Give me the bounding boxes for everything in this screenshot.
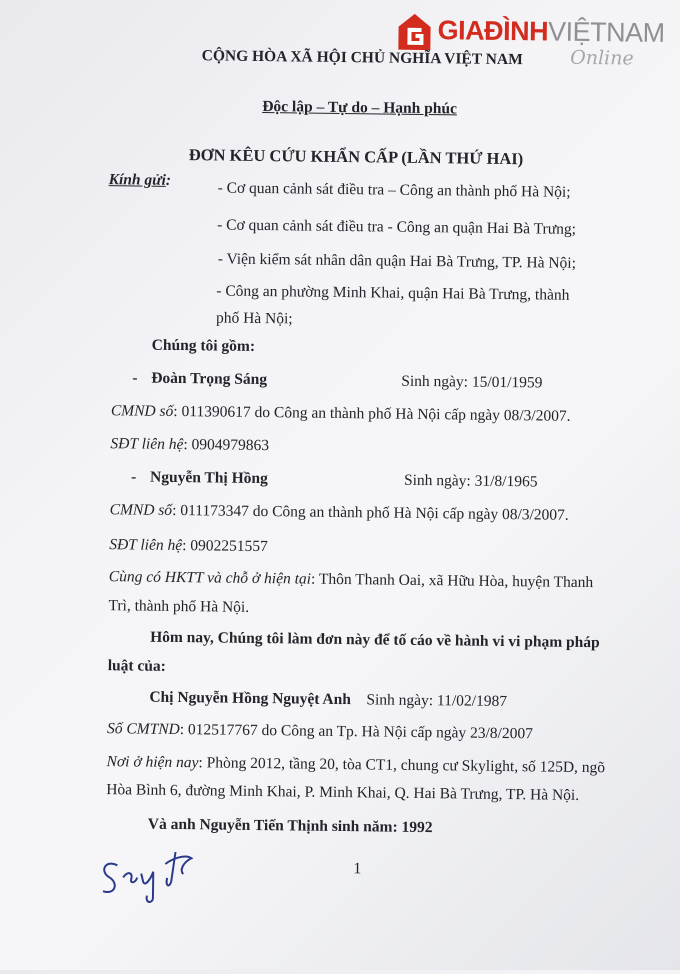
complaint-statement: Hôm nay, Chúng tôi làm đơn này để tố cáo về hành vi vi phạm pháp	[150, 628, 600, 652]
accused-address-cont: Hòa Bình 6, đường Minh Khai, P. Minh Khai, Q. Hai Bà Trưng, TP. Hà Nội.	[106, 781, 580, 804]
person-name: Đoàn Trọng Sáng	[151, 369, 268, 389]
person-dob: Sinh ngày: 31/8/1965	[403, 471, 538, 491]
accused-id-line	[107, 719, 533, 744]
person-phone-text: : 0904979863	[183, 436, 270, 455]
recipient-item: - Viện kiểm sát nhân dân quận Hai Bà Trưng, TP. Hà Nội;	[217, 250, 577, 272]
person-id-text: : 011390617 do Công an thành phố Hà Nội cấp ngày 08/3/2007.	[173, 402, 571, 425]
house-g-logo-icon	[397, 13, 431, 51]
document-title: ĐƠN KÊU CỨU KHẨN CẤP (LẦN THỨ HAI)	[188, 145, 524, 169]
residence-label: Cùng có HKTT và chỗ ở hiện tại	[108, 568, 312, 588]
second-accused: Và anh Nguyễn Tiến Thịnh sinh năm: 1992	[147, 815, 433, 837]
country-name: CỘNG HÒA XÃ HỘI CHỦ NGHĨA VIỆT NAM	[201, 47, 523, 69]
residence-text-cont: Trì, thành phố Hà Nội.	[108, 597, 250, 616]
page-number: 1	[353, 860, 362, 878]
residence-line	[109, 567, 594, 593]
recipient-item: phố Hà Nội;	[215, 309, 293, 328]
handwritten-signature	[95, 847, 206, 908]
recipients-label-line	[109, 170, 172, 191]
person-phone-label: SĐT liên hệ	[110, 435, 184, 454]
person-id-line	[111, 401, 571, 427]
accused-address-label: Nơi ở hiện nay	[106, 753, 199, 772]
person-name: Nguyễn Thị Hồng	[149, 468, 268, 488]
logo-brand-sub: Online	[570, 46, 634, 70]
person-id-text: : 011173347 do Công an thành phố Hà Nội cấp ngày 08/3/2007.	[172, 501, 569, 524]
person-id-label: CMND số	[109, 501, 173, 519]
person-dash: -	[132, 369, 138, 387]
person-id-line	[110, 500, 569, 526]
person-phone-text: : 0902251557	[182, 537, 268, 556]
accused-name: Chị Nguyễn Hồng Nguyệt Anh	[149, 688, 352, 709]
person-id-label: CMND số	[110, 402, 174, 420]
person-dob: Sinh ngày: 15/01/1959	[401, 372, 543, 392]
motto-text: Độc lập – Tự do – Hạnh phúc	[262, 98, 458, 118]
motto	[60, 95, 660, 122]
recipient-item: - Công an phường Minh Khai, quận Hai Bà Trưng, thành	[216, 282, 570, 304]
person-dash: -	[130, 468, 137, 486]
accused-address-line	[106, 752, 605, 778]
recipients-label: Kính gửi	[108, 171, 166, 189]
logo-wordmark	[437, 15, 664, 49]
recipient-item: - Cơ quan cảnh sát điều tra – Công an thành phố Hà Nội;	[217, 179, 571, 201]
logo-brand-main: GIAĐÌNH	[437, 15, 549, 47]
person-phone-line	[109, 535, 268, 557]
complaint-statement-cont: luật của:	[107, 657, 166, 675]
accused-id-text: : 012517767 do Công an Tp. Hà Nội cấp ngày 23/8/2007	[179, 721, 534, 743]
person-phone-line	[110, 434, 269, 456]
we-include-heading: Chúng tôi gồm:	[151, 336, 256, 355]
recipients-colon: :	[165, 171, 172, 189]
accused-id-label: Số CMTND	[106, 720, 180, 739]
residence-text: : Thôn Thanh Oai, xã Hữu Hòa, huyện Thanh	[310, 570, 594, 592]
accused-address-text: : Phòng 2012, tầng 20, tòa CT1, chung cư Skylight, số 125D, ngõ	[198, 754, 606, 777]
person-phone-label: SĐT liên hệ	[109, 536, 183, 555]
logo-brand-country: VIỆTNAM	[547, 16, 665, 48]
accused-dob: Sinh ngày: 11/02/1987	[366, 691, 508, 711]
recipient-item: - Cơ quan cảnh sát điều tra - Công an quận Hai Bà Trưng;	[217, 216, 577, 238]
